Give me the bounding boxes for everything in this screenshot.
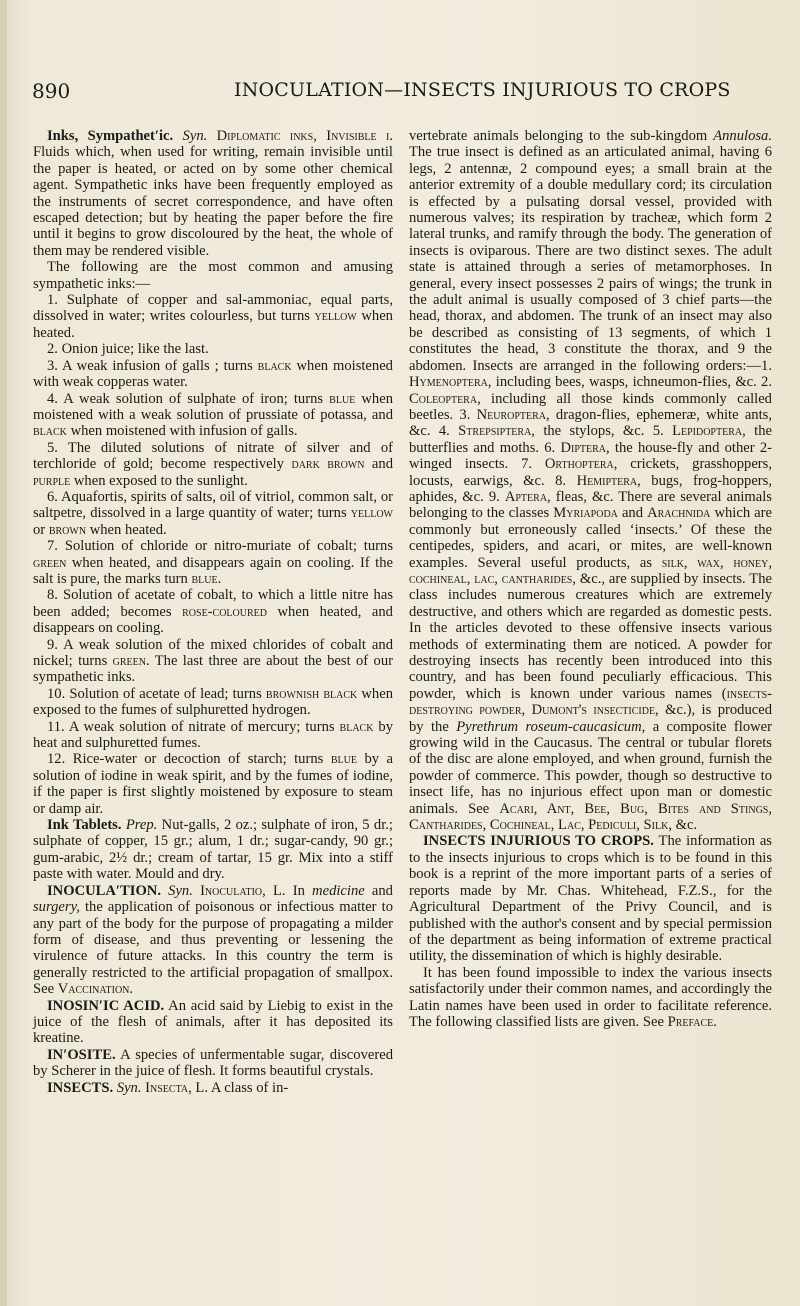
color-word: dark brown — [291, 456, 365, 473]
list-item: 1. Sulphate of copper and sal-ammoniac, equal parts, dissolved in water; writes colourless, but turns yellow when heated. — [33, 292, 393, 341]
left-column — [33, 128, 393, 1096]
entry-inosite — [33, 1047, 393, 1080]
color-word: blue — [330, 751, 357, 768]
color-word: green. — [112, 653, 150, 669]
list-item: 4. A weak solution of sulphate of iron; turns blue when moistened with a weak solution of prussiate of potassa, and black when moistened with infusion of galls. — [33, 390, 393, 440]
list-item: 7. Solution of chloride or nitro-muriate of cobalt; turns green when heated, and disappears again on cooling. If the salt is pure, the marks turn blue. — [33, 538, 393, 587]
product-names: silk, wax, honey, cochineal, lac, cantharides, — [409, 554, 772, 587]
running-title: INOCULATION—INSECTS INJURIOUS TO CROPS — [234, 79, 731, 101]
list-item: 3. A weak infusion of galls ; turns black when moistened with weak copperas water. — [33, 357, 393, 391]
page-number: 890 — [32, 79, 71, 103]
powder-names: insects-destroying powder, Dumont's insecticide, — [409, 685, 772, 719]
species-name: Pyrethrum roseum-caucasicum, — [456, 718, 646, 735]
class-name: Myriapoda — [553, 505, 618, 522]
color-word: black — [257, 357, 292, 374]
entry-text: A species of unfermentable sugar, discovered by Scherer in the juice of flesh. It forms beautiful crystals. — [33, 1046, 393, 1080]
entry-inks-sympathetic — [33, 128, 393, 259]
synonyms: Diplomatic inks, Invisible i. — [216, 128, 393, 144]
order-name: Hemiptera, — [576, 472, 641, 489]
order-name: Aptera, — [504, 488, 551, 505]
paragraph: It has been found impossible to index the various insects satisfactorily under their common names, and accordingly the Latin names have been used in order to facilitate reference. The following classified lists are given. See Preface. — [409, 964, 772, 1030]
entry-ink-tablets — [33, 817, 393, 883]
color-word: yellow — [350, 505, 393, 522]
entry-insects: INSECTS. Syn. Insecta, L. A class of in- — [47, 1079, 289, 1096]
color-word: brownish black — [265, 685, 358, 702]
synonyms: Inoculatio, L. — [200, 882, 286, 899]
taxon: Annulosa. — [713, 128, 772, 144]
headword: IN′OSITE. — [47, 1046, 116, 1063]
right-column — [409, 128, 772, 1030]
order-name: Orthoptera, — [544, 456, 618, 473]
prep-label: Prep. — [125, 817, 158, 834]
order-name: Coleoptera, — [409, 390, 481, 407]
entry-text: An acid said by Liebig to exist in the juice of the flesh of animals, after it has deposited its kreatine. — [33, 997, 393, 1047]
cross-reference: Preface. — [667, 1013, 717, 1030]
color-word: purple — [33, 472, 71, 489]
cross-references: Acari, Ant, Bee, Bug, Bites and Stings, Cantharides, Cochineal, Lac, Pediculi, Silk, — [409, 800, 772, 834]
class-name: Arachnida — [647, 505, 711, 522]
page-edge — [0, 0, 7, 1306]
entry-insects-injurious-to-crops — [409, 833, 772, 964]
syn-label: Syn. — [116, 1079, 142, 1096]
list-item: 10. Solution of acetate of lead; turns brownish black when exposed to the fumes of sulphuretted hydrogen. — [33, 685, 393, 719]
headword: INSECTS. — [47, 1079, 114, 1096]
headword: INSECTS INJURIOUS TO CROPS. — [423, 833, 654, 850]
color-word: black — [339, 718, 374, 735]
color-word: blue. — [191, 570, 222, 587]
headword: INOSIN′IC ACID. — [47, 997, 165, 1014]
list-item: 8. Solution of acetate of cobalt, to which a little nitre has been added; becomes rose-coloured when heated, and disappears on cooling. — [33, 587, 393, 637]
entry-inoculation: INOCULA′TION. Syn. Inoculatio, L. In medicine and surgery, the application of poisonous or infectious matter to any part of the body for the purpose of propagating a milder form of disease, and thus preventing or lessening the virulence of future attacks. In this country the term is generally restricted to the artificial propagation of smallpox. See Vaccination. — [33, 882, 393, 998]
headword: INOCULA′TION. — [47, 882, 161, 899]
list-item: 2. Onion juice; like the last. — [47, 341, 209, 358]
syn-label: Syn. — [182, 128, 208, 144]
color-word: yellow — [314, 308, 357, 325]
color-word: black — [33, 423, 67, 440]
entry-text: Nut-galls, 2 oz.; sulphate of iron, 5 dr.; sulphate of copper, 15 gr.; alum, 1 dr.; sugar-candy, 90 gr.; gum-arabic, 2½ dr.; cream of tartar, 15 gr. Mix into a stiff paste with water. Mould and dry. — [33, 817, 393, 883]
order-name: Lepidoptera, — [672, 423, 746, 440]
order-name: Strepsiptera, — [458, 423, 535, 440]
list-item: 5. The diluted solutions of nitrate of silver and of terchloride of gold; become respectively dark brown and purple when exposed to the sunlight. — [33, 439, 393, 489]
list-item: 12. Rice-water or decoction of starch; turns blue by a solution of iodine in weak spirit, and by the fumes of iodine, if the paper is first slightly moistened by exposure to steam or damp air. — [33, 751, 393, 817]
order-name: Diptera, — [560, 439, 610, 456]
entry-text: Fluids which, when used for writing, remain invisible until the paper is heated, or acted on by some other chemical agent. Sympathetic inks have been frequently employed as the instruments of secret correspondence, and have often escaped detection; but by heating the paper before the fire until it begins to grow discoloured by the heat, the whole of them may be rendered visible. — [33, 144, 393, 259]
list-item: 11. A weak solution of nitrate of mercury; turns black by heat and sulphuretted fumes. — [33, 718, 394, 752]
entry-text: The information as to the insects injurious to crops which is to be found in this book is a reprint of the more important parts of a series of reports made by Mr. Chas. Whitehead, F.Z.S., for the Agricultural Department of the Privy Council, and is published with the author's consent and by special permission of the department as being information of extreme practical utility, the dissemination of which is highly desirable. — [409, 833, 772, 965]
list-item: 6. Aquafortis, spirits of salts, oil of vitriol, common salt, or saltpetre, dissolved in a large quantity of water; turns yellow or brown when heated. — [33, 488, 393, 538]
running-header — [32, 70, 792, 110]
paragraph: The following are the most common and amusing sympathetic inks:— — [33, 259, 393, 292]
color-word: green — [33, 554, 67, 571]
synonyms: Insecta, L. — [145, 1079, 208, 1096]
order-name: Hymenoptera, — [409, 374, 492, 391]
syn-label: Syn. — [168, 882, 193, 899]
entry-insects-continued: vertebrate animals belonging to the sub-kingdom Annulosa. The true insect is defined as an articulated animal, having 6 legs, 2 antennæ, 2 compound eyes; a small brain at the anterior extremity of a double medullary cord; its circulation is effected by a pulsating dorsal vessel, provided with numerous valves; its respiration by tracheæ, which form 2 lateral trunks, and ramify through the body. The generation of insects is oviparous. There are two distinct sexes. The adult state is attained through a series of metamorphoses. In general, every insect possesses 2 pairs of wings; the trunk in the adult animal is usually composed of 3 chief parts—the head, thorax, and abdomen. The trunk of an insect may also be described as consisting of 13 segments, of which 1 constitutes the head, 3 constitute the thorax, and 9 the abdomen. Insects are arranged in the following orders:—1. Hymenoptera, including bees, wasps, ichneumon-flies, &c. 2. Coleoptera, including all those kinds commonly called beetles. 3. Neuroptera, dragon-flies, ephemeræ, white ants, &c. 4. Strepsiptera, the stylops, &c. 5. Lepidoptera, the butterflies and moths. 6. Diptera, the house-fly and other 2-winged insects. 7. Orthoptera, crickets, grasshoppers, locusts, earwigs, &c. 8. Hemiptera, bugs, frog-hoppers, aphides, &c. 9. Aptera, fleas, &c. There are several animals belonging to the classes Myriapoda and Arachnida which are commonly but erroneously called ‘insects.’ Of these the centipedes, spiders, and acari, or mites, are well-known examples. Several useful products, as silk, wax, honey, cochineal, lac, cantharides, &c., are supplied by insects. The class includes numerous creatures which are extremely destructive, and others which are regarded as domestic pests. In the articles devoted to these offensive insects various methods of exterminating them are noticed. A powder for destroying insects has recently been introduced into this country, and has been found peculiarly efficacious. This powder, which is known under various names (insects-destroying powder, Dumont's insecticide, &c.), is produced by the Pyrethrum roseum-caucasicum, a composite flower growing wild in the Caucasus. The central or tubular florets of the disc are alone employed, and when ground, furnish the powder of commerce. This powder, though so destructive to insect life, has no injurious effect upon man or domestic animals. See Acari, Ant, Bee, Bug, Bites and Stings, Cantharides, Cochineal, Lac, Pediculi, Silk, &c. — [409, 128, 773, 834]
cross-reference: Vaccination. — [57, 981, 134, 998]
list-item: 9. A weak solution of the mixed chlorides of cobalt and nickel; turns green. The last three are about the best of our sympathetic inks. — [33, 636, 393, 686]
headword: Ink Tablets. — [47, 817, 122, 834]
color-word: blue — [329, 390, 356, 407]
color-word: rose-coloured — [182, 603, 267, 620]
order-name: Neuroptera, — [476, 406, 550, 423]
color-word: brown — [48, 521, 87, 538]
entry-inosinic-acid — [33, 998, 393, 1047]
headword: Inks, Sympathet′ic. — [47, 128, 174, 144]
